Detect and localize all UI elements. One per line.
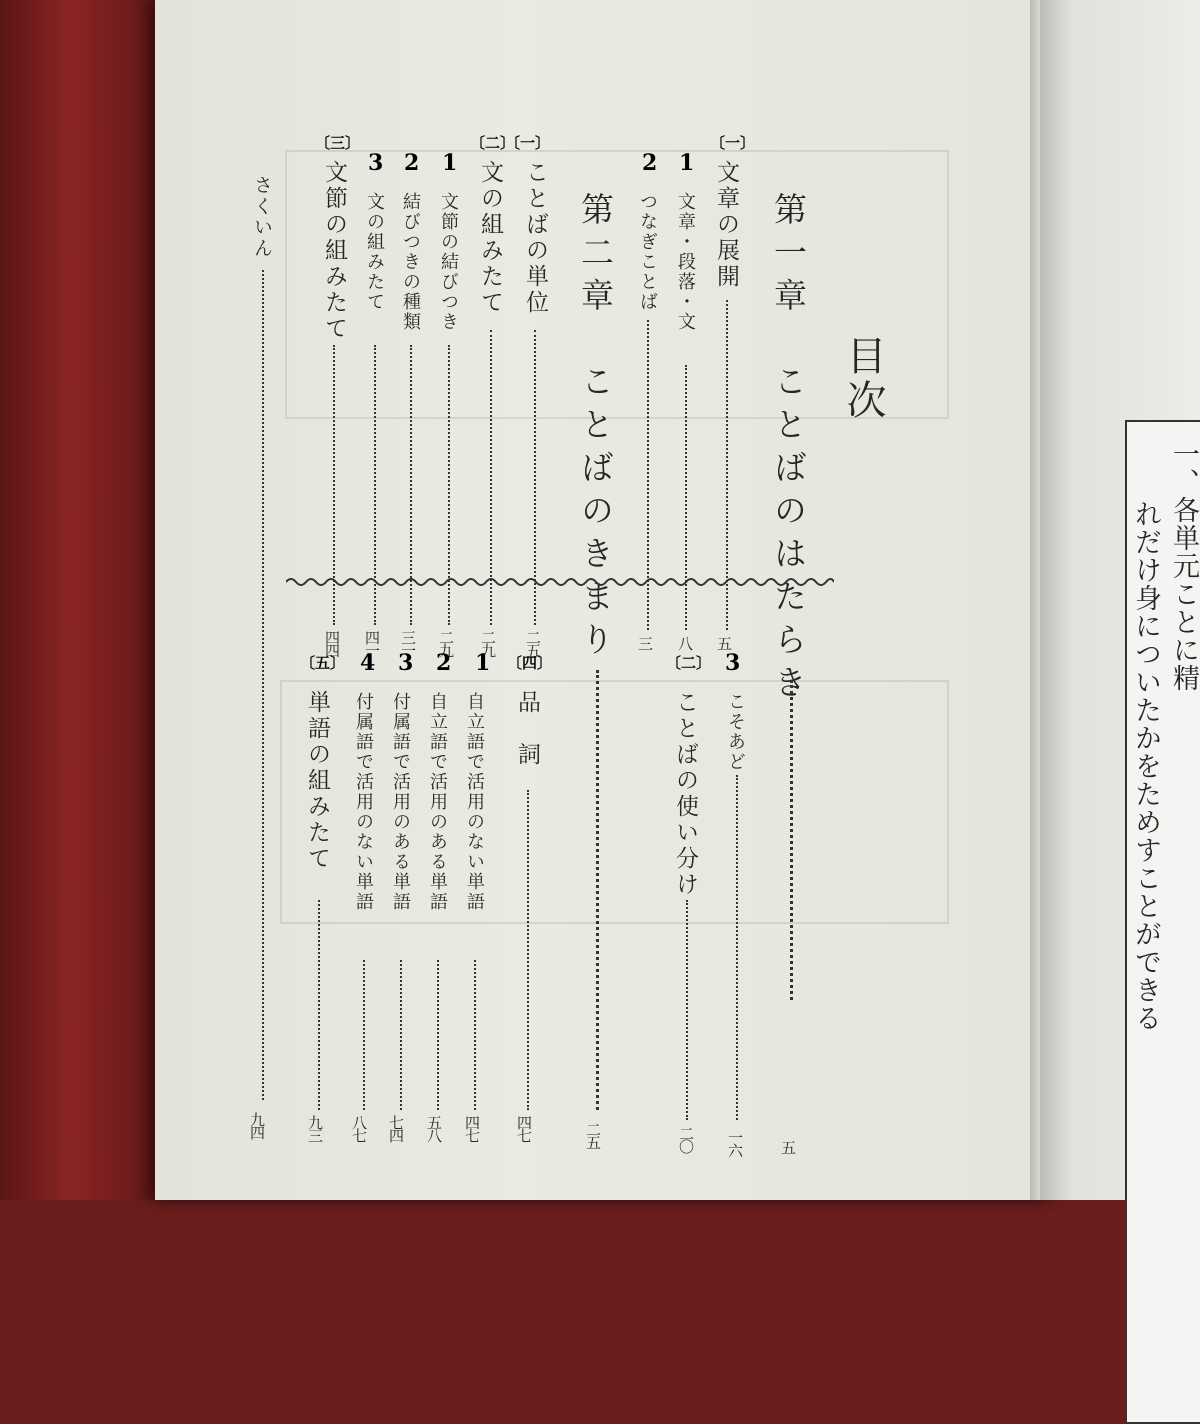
chapter-1-title: 第一章 ことばのはたらき — [769, 192, 808, 708]
item-title: 自立語で活用のない単語 — [464, 692, 485, 912]
item-title: 付属語で活用のない単語 — [353, 692, 374, 912]
item-number: 3 — [725, 650, 741, 676]
item-number: 2 — [642, 150, 658, 176]
leader-dots — [400, 960, 402, 1110]
item-title: 結びつきの種類 — [400, 192, 421, 332]
item-title: 自立語で活用のある単語 — [427, 692, 448, 912]
section-title: 文の組みたて — [477, 160, 503, 316]
item-page: 七四 — [387, 1115, 405, 1141]
item-title: 文章・段落・文 — [675, 192, 696, 332]
index-page: 九四 — [248, 1112, 266, 1138]
item-number: 2 — [436, 650, 452, 676]
section-title: ことばの単位 — [522, 160, 548, 316]
leader-dots — [363, 960, 365, 1110]
leader-dots — [527, 790, 529, 1110]
section-page: 四七 — [515, 1115, 533, 1141]
section-title: 文節の組みたて — [321, 160, 347, 342]
item-number: 1 — [475, 650, 491, 676]
item-page: 四一 — [363, 630, 381, 656]
section-title: 文章の展開 — [713, 160, 739, 290]
section-page: 五 — [715, 636, 733, 649]
bleed-through-grid — [280, 680, 949, 924]
leader-dots — [685, 365, 687, 630]
item-title: 文の組みたて — [364, 192, 385, 312]
leader-dots — [790, 680, 793, 1000]
section-mark: 〔一〕 — [505, 134, 551, 152]
section-page: 九三 — [306, 1115, 324, 1141]
section-page: 二五 — [524, 630, 542, 656]
item-number: 2 — [404, 150, 420, 176]
wavy-divider — [286, 575, 834, 589]
adjacent-text-line-1: 一、各単元ことに精 — [1168, 440, 1199, 692]
item-page: 一六 — [726, 1130, 744, 1156]
section-title: ことばの使い分け — [672, 690, 698, 898]
chapter-1-page: 五 — [779, 1140, 797, 1153]
item-page: 八 — [676, 636, 694, 649]
index-title: さくいん — [251, 175, 273, 259]
item-page: 二九 — [437, 630, 455, 656]
section-mark: 〔三〕 — [315, 134, 361, 152]
item-page: 五八 — [425, 1115, 443, 1141]
item-page: 八七 — [350, 1115, 368, 1141]
item-title: 付属語で活用のある単語 — [390, 692, 411, 912]
background-cloth — [0, 0, 175, 1200]
leader-dots — [736, 775, 738, 1120]
item-title: つなぎことば — [637, 192, 658, 312]
section-page: 二九 — [479, 630, 497, 656]
item-page: 四七 — [463, 1115, 481, 1141]
item-number: 4 — [360, 650, 376, 676]
item-title: こそあど — [725, 692, 746, 772]
leader-dots — [318, 900, 320, 1110]
item-number: 1 — [679, 150, 695, 176]
page-title: 目次 — [840, 335, 886, 423]
section-title: 単語の組みたて — [304, 690, 330, 872]
section-mark: 〔二〕 — [470, 134, 516, 152]
chapter-2-title: 第二章 ことばのきまり — [576, 192, 615, 665]
section-mark: 〔二〕 — [666, 654, 712, 672]
item-number: 1 — [442, 150, 458, 176]
leader-dots — [474, 960, 476, 1110]
item-page: 三一 — [399, 630, 417, 656]
section-mark: 〔五〕 — [300, 654, 346, 672]
item-number: 3 — [368, 150, 384, 176]
section-mark: 〔四〕 — [507, 654, 553, 672]
leader-dots — [686, 900, 688, 1120]
section-title: 品 詞 — [514, 690, 540, 768]
leader-dots — [596, 670, 599, 1110]
item-page: 三 — [636, 636, 654, 649]
section-page: 四四 — [323, 630, 341, 656]
item-title: 文節の結びつき — [438, 192, 459, 332]
section-mark: 〔一〕 — [710, 134, 756, 152]
section-page: 二〇 — [677, 1126, 695, 1152]
leader-dots — [262, 270, 264, 1100]
leader-dots — [437, 960, 439, 1110]
adjacent-text-line-2: れだけ身についたかをためすことができる — [1130, 500, 1161, 1032]
item-number: 3 — [398, 650, 414, 676]
chapter-2-page: 二五 — [584, 1122, 602, 1148]
